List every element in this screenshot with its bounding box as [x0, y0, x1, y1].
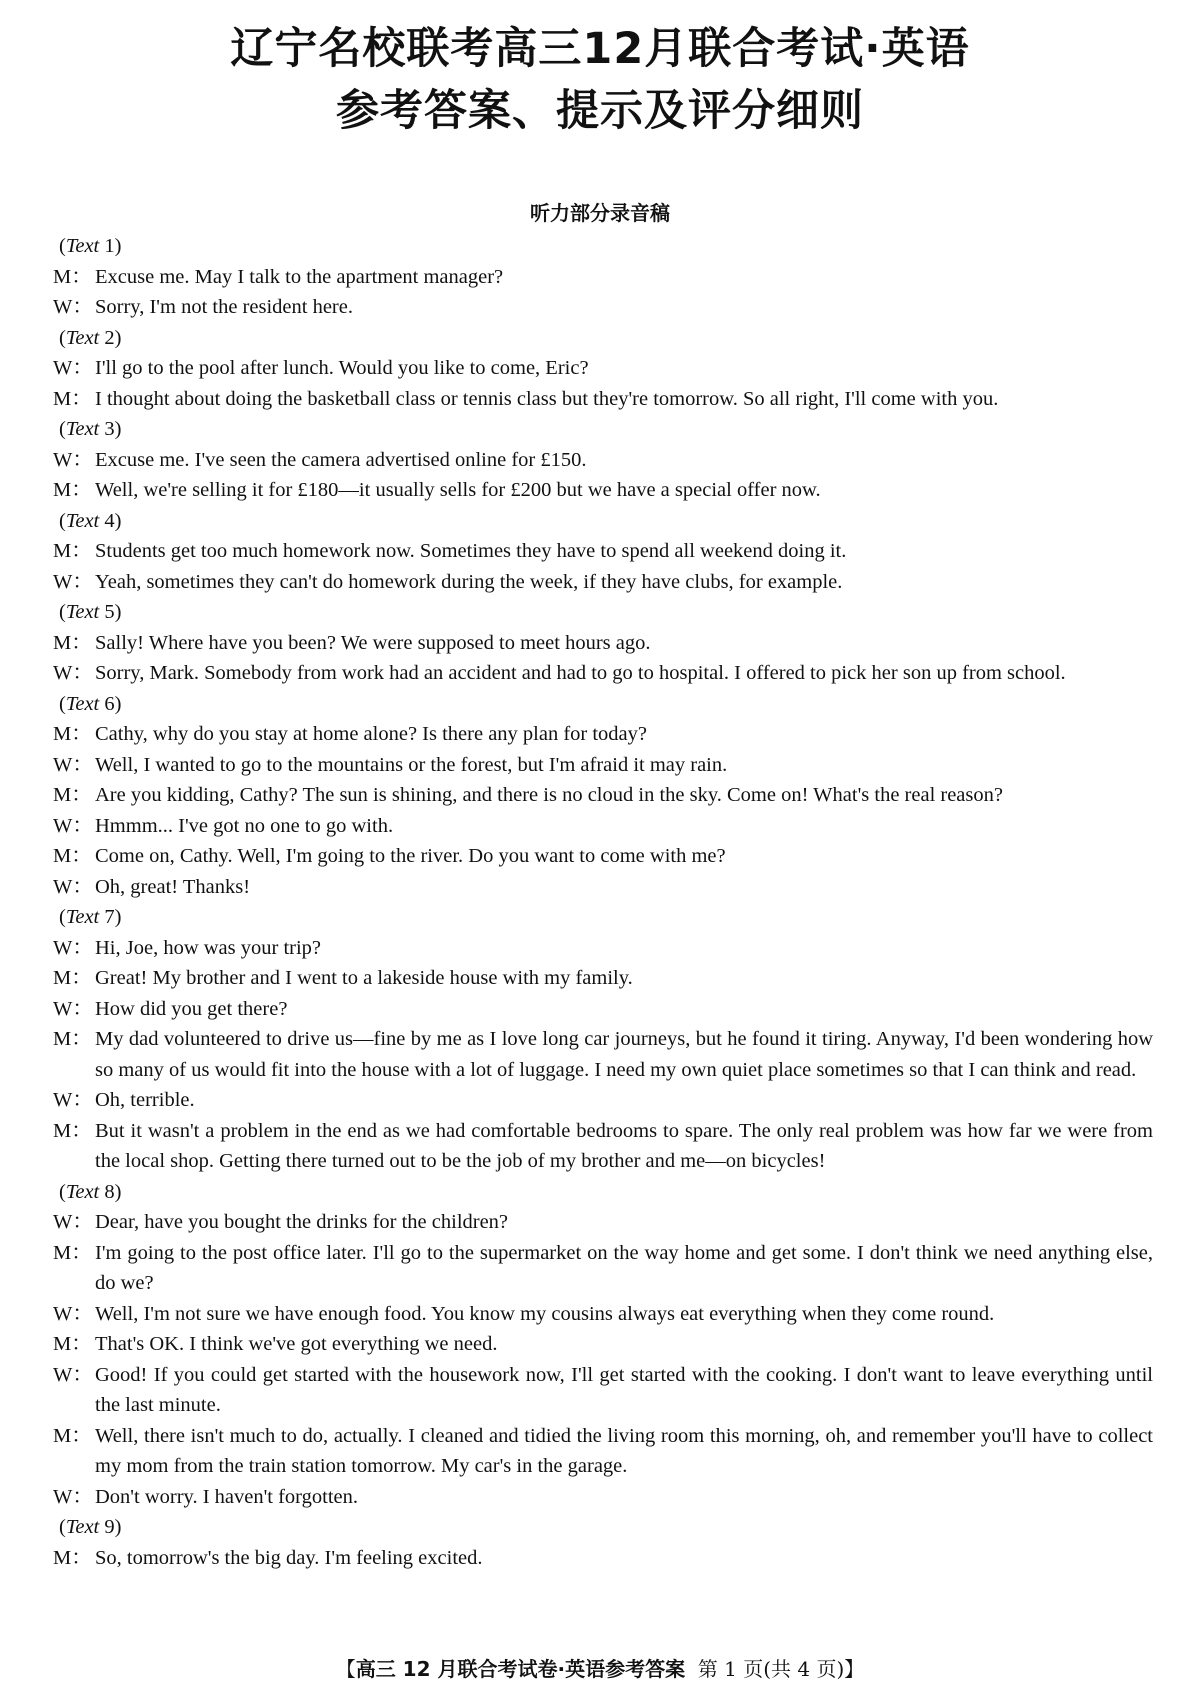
dialogue-line — [53, 933, 1153, 964]
speaker-label: W： — [53, 448, 93, 471]
speaker-label: M： — [53, 1119, 92, 1142]
dialogue-line — [53, 719, 1153, 750]
speaker-label: W： — [53, 753, 93, 776]
speaker-label: M： — [53, 784, 92, 806]
text-marker: (Text 3) — [59, 418, 122, 440]
text-marker-label: Text — [65, 509, 100, 532]
speaker-label: M： — [53, 1333, 92, 1355]
utterance-text: Are you kidding, Cathy? The sun is shining, and there is no cloud in the sky. Come on! What's the real reason? — [95, 784, 1003, 806]
speaker-label: M： — [53, 387, 92, 410]
dialogue-line — [53, 1085, 1153, 1116]
speaker-label: M： — [53, 1424, 92, 1447]
utterance-text: That's OK. I think we've got everything we need. — [95, 1333, 498, 1355]
text-marker-label: Text — [65, 601, 100, 623]
speaker-label: M： — [53, 265, 92, 288]
dialogue-line — [53, 658, 1153, 689]
text-marker-number: 9 — [104, 1516, 115, 1538]
text-marker: (Text 2) — [59, 326, 122, 349]
speaker-label: W： — [53, 570, 93, 593]
utterance-text: I'm going to the post office later. I'll go to the supermarket on the way home and get some. I don't think we need anything else, do we? — [95, 1241, 1153, 1294]
text-marker-number: 3 — [104, 418, 115, 440]
document-subtitle: 参考答案、提示及评分细则 — [336, 86, 864, 136]
utterance-text: I'll go to the pool after lunch. Would you like to come, Eric? — [95, 357, 589, 379]
text-marker-number: 8 — [104, 1180, 115, 1203]
speaker-label: W： — [53, 357, 93, 379]
dialogue-line — [53, 384, 1153, 415]
text-marker: (Text 5) — [59, 601, 122, 623]
utterance-text: I thought about doing the basketball class or tennis class but they're tomorrow. So all right, I'll come with you. — [95, 387, 999, 410]
text-marker: (Text 9) — [59, 1516, 122, 1538]
utterance-text: Oh, great! Thanks! — [95, 875, 251, 898]
listening-transcript — [53, 231, 1153, 1573]
dialogue-line — [53, 1238, 1153, 1299]
speaker-label: W： — [53, 1089, 93, 1111]
page-footer — [0, 1655, 1200, 1683]
section-title: 听力部分录音稿 — [530, 201, 670, 225]
dialogue-line — [53, 262, 1153, 293]
utterance-text: So, tomorrow's the big day. I'm feeling excited. — [95, 1546, 483, 1569]
speaker-label: W： — [53, 1211, 93, 1233]
footer-left-bracket: 【 — [335, 1657, 356, 1681]
dialogue-line — [53, 475, 1153, 506]
utterance-text: Come on, Cathy. Well, I'm going to the river. Do you want to come with me? — [95, 845, 726, 867]
text-marker-label: Text — [65, 418, 100, 440]
text-marker-number: 5 — [104, 601, 115, 623]
utterance-text: Oh, terrible. — [95, 1089, 195, 1111]
utterance-text: Well, I'm not sure we have enough food. You know my cousins always eat everything when they come round. — [95, 1302, 995, 1325]
text-marker-label: Text — [65, 1180, 100, 1203]
speaker-label: W： — [53, 814, 93, 837]
dialogue-line — [53, 567, 1153, 598]
utterance-text: Well, there isn't much to do, actually. I cleaned and tidied the living room this morning, oh, and remember you'll have to collect my mom from the train station tomorrow. My car's in the garage. — [95, 1424, 1153, 1477]
utterance-text: Sorry, I'm not the resident here. — [95, 296, 353, 318]
text-marker-number: 6 — [104, 692, 115, 715]
dialogue-line — [53, 292, 1153, 323]
speaker-label: W： — [53, 1302, 93, 1325]
utterance-text: Hi, Joe, how was your trip? — [95, 936, 322, 959]
text-marker: (Text 8) — [59, 1180, 122, 1203]
utterance-text: Good! If you could get started with the housework now, I'll get started with the cooking. I don't want to leave everything until the last minute. — [95, 1363, 1153, 1416]
speaker-label: W： — [53, 936, 93, 959]
dialogue-line — [53, 963, 1153, 994]
speaker-label: M： — [53, 631, 92, 654]
footer-exam-name: 高三 12 月联合考试卷·英语参考答案 — [355, 1657, 686, 1681]
dialogue-line — [53, 1329, 1153, 1360]
speaker-label: M： — [53, 479, 92, 501]
speaker-label: M： — [53, 845, 92, 867]
text-marker: (Text 6) — [59, 692, 122, 715]
speaker-label: M： — [53, 1546, 92, 1569]
speaker-label: W： — [53, 662, 93, 684]
speaker-label: M： — [53, 540, 92, 562]
dialogue-line — [53, 872, 1153, 903]
text-marker-number: 2 — [104, 326, 115, 349]
utterance-text: Hmmm... I've got no one to go with. — [95, 814, 394, 837]
speaker-label: M： — [53, 723, 92, 745]
utterance-text: Great! My brother and I went to a lakeside house with my family. — [95, 967, 633, 989]
utterance-text: Excuse me. I've seen the camera advertised online for £150. — [95, 448, 587, 471]
text-marker-number: 1 — [104, 235, 115, 257]
utterance-text: How did you get there? — [95, 997, 288, 1020]
utterance-text: Well, I wanted to go to the mountains or the forest, but I'm afraid it may rain. — [95, 753, 728, 776]
utterance-text: Dear, have you bought the drinks for the children? — [95, 1211, 509, 1233]
text-marker-label: Text — [65, 906, 100, 928]
utterance-text: Cathy, why do you stay at home alone? Is there any plan for today? — [95, 723, 648, 745]
footer-page-number: 第 1 页(共 4 页) — [697, 1657, 845, 1681]
dialogue-line — [53, 750, 1153, 781]
dialogue-line — [53, 994, 1153, 1025]
text-marker-label: Text — [65, 1516, 100, 1538]
text-marker-number: 4 — [104, 509, 115, 532]
utterance-text: Students get too much homework now. Sometimes they have to spend all weekend doing it. — [95, 540, 847, 562]
dialogue-line — [53, 1482, 1153, 1513]
dialogue-line — [53, 1116, 1153, 1177]
dialogue-line — [53, 445, 1153, 476]
speaker-label: W： — [53, 1363, 93, 1386]
utterance-text: Sorry, Mark. Somebody from work had an accident and had to go to hospital. I offered to pick her son up from school. — [95, 662, 1066, 684]
utterance-text: Yeah, sometimes they can't do homework during the week, if they have clubs, for example. — [95, 570, 843, 593]
utterance-text: Well, we're selling it for £180—it usually sells for £200 but we have a special offer now. — [95, 479, 821, 501]
utterance-text: My dad volunteered to drive us—fine by me as I love long car journeys, but he found it tiring. Anyway, I'd been wondering how so many of us would fit into the house with a lot of luggage. I need my own quiet place sometimes so that I can think and read. — [95, 1028, 1153, 1081]
dialogue-line — [53, 1360, 1153, 1421]
dialogue-line — [53, 353, 1153, 384]
text-marker: (Text 4) — [59, 509, 122, 532]
utterance-text: Don't worry. I haven't forgotten. — [95, 1485, 359, 1508]
text-marker-number: 7 — [104, 906, 115, 928]
dialogue-line — [53, 536, 1153, 567]
text-marker-label: Text — [65, 326, 100, 349]
dialogue-line — [53, 1543, 1153, 1574]
utterance-text: Sally! Where have you been? We were supposed to meet hours ago. — [95, 631, 651, 654]
speaker-label: W： — [53, 296, 93, 318]
speaker-label: M： — [53, 967, 92, 989]
speaker-label: W： — [53, 875, 93, 898]
document-header — [0, 18, 1200, 142]
dialogue-line — [53, 1207, 1153, 1238]
speaker-label: M： — [53, 1241, 92, 1264]
utterance-text: But it wasn't a problem in the end as we had comfortable bedrooms to spare. The only real problem was how far we were from the local shop. Getting there turned out to be the job of my brother and me—on bicycles! — [95, 1119, 1153, 1172]
dialogue-line — [53, 841, 1153, 872]
text-marker: (Text 7) — [59, 906, 122, 928]
dialogue-line — [53, 811, 1153, 842]
text-marker-label: Text — [65, 692, 100, 715]
dialogue-line — [53, 1421, 1153, 1482]
utterance-text: Excuse me. May I talk to the apartment manager? — [95, 265, 504, 288]
text-marker: (Text 1) — [59, 235, 122, 257]
speaker-label: M： — [53, 1028, 92, 1050]
speaker-label: W： — [53, 997, 93, 1020]
dialogue-line — [53, 1299, 1153, 1330]
dialogue-line — [53, 628, 1153, 659]
text-marker-label: Text — [65, 235, 100, 257]
speaker-label: W： — [53, 1485, 93, 1508]
footer-right-bracket: 】 — [844, 1657, 865, 1681]
document-title: 辽宁名校联考高三12月联合考试·英语 — [230, 24, 970, 74]
dialogue-line — [53, 780, 1153, 811]
dialogue-line — [53, 1024, 1153, 1085]
